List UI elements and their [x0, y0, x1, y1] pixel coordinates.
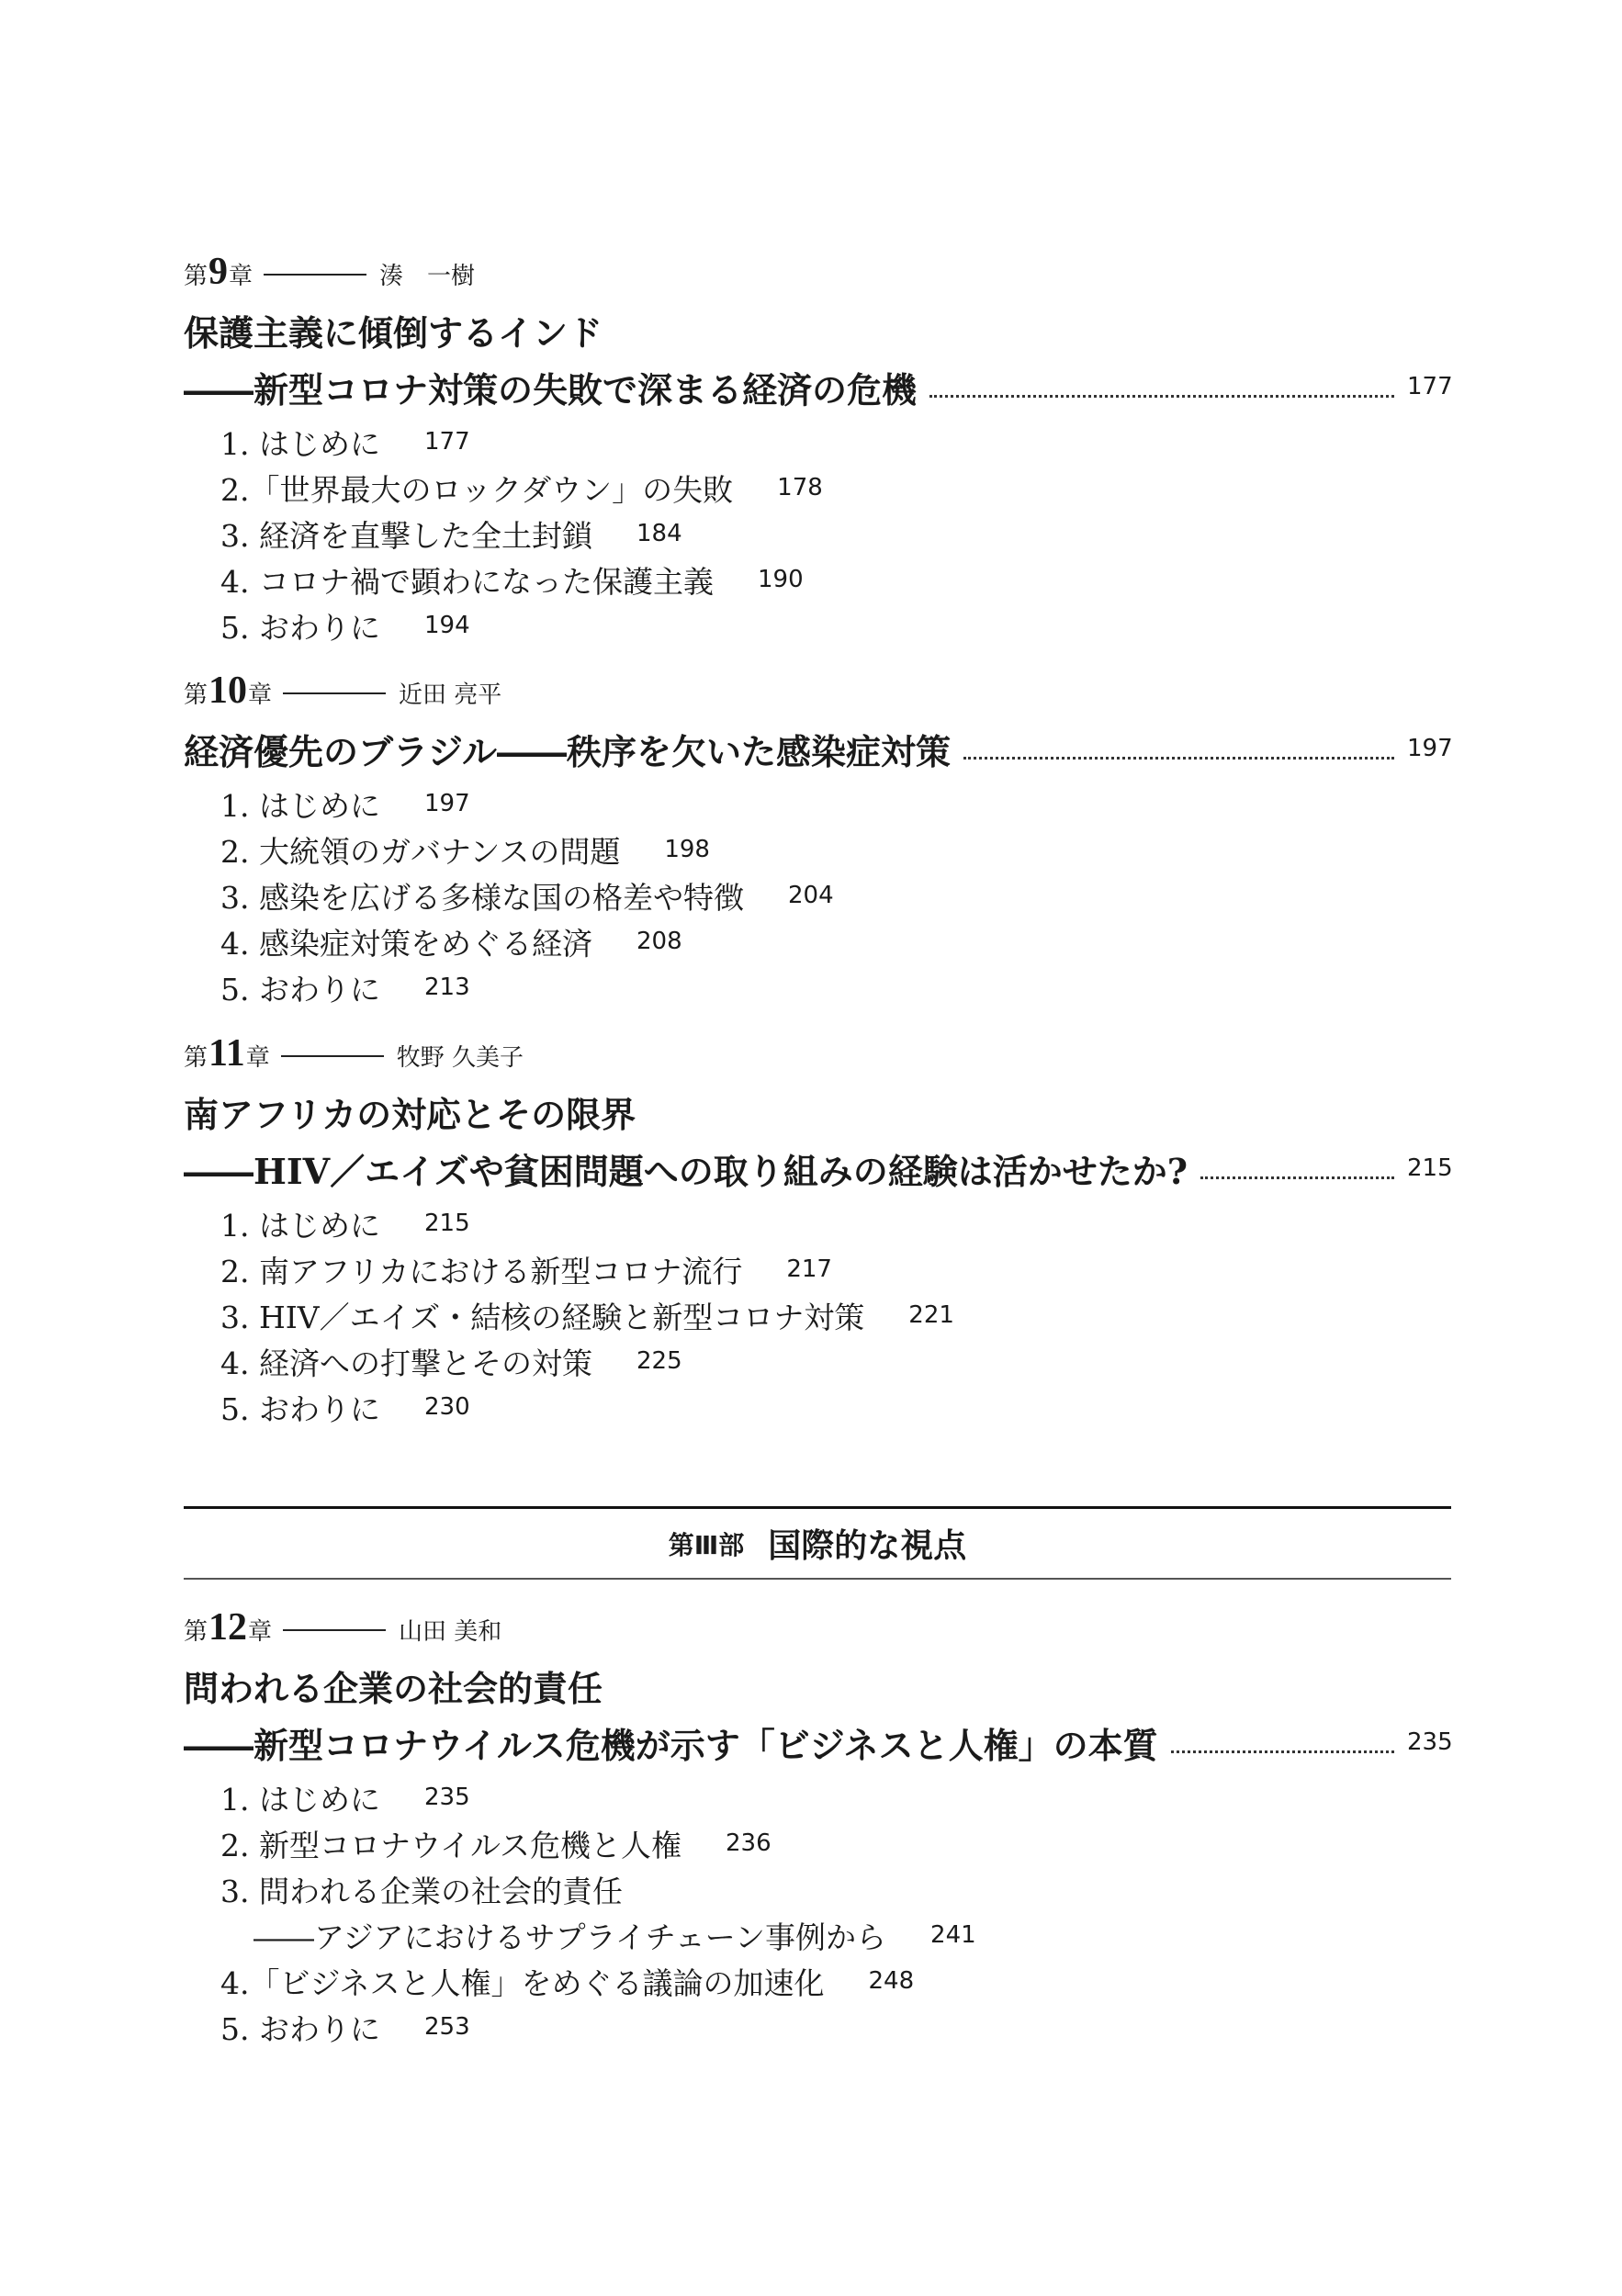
section-item: [220, 1384, 1451, 1430]
chapter-label: [184, 1031, 1451, 1083]
section-item: [220, 2004, 1451, 2050]
chapter-10: [184, 669, 1451, 1010]
chapter-suffix: 章: [248, 681, 273, 709]
chapter-title: [184, 1083, 1451, 1140]
section-item: [220, 827, 1451, 872]
section-page: 241: [930, 1921, 976, 1949]
section-list: [184, 1200, 1451, 1430]
chapter-title-text: 南アフリカの対応とその限界: [184, 1093, 636, 1135]
section-item: [220, 1292, 1451, 1338]
chapter-subtitle-text: ――新型コロナ対策の失敗で深まる経済の危機: [184, 368, 918, 411]
chapter-suffix: 章: [248, 1618, 273, 1646]
section-title: 3. 経済を直撃した全土封鎖: [220, 517, 592, 554]
section-title: 5. おわりに: [220, 971, 380, 1007]
section-page: 225: [636, 1347, 682, 1375]
section-list: [184, 1774, 1451, 2050]
dot-leader: [1200, 1176, 1394, 1179]
chapter-author: 山田 美和: [399, 1618, 502, 1646]
chapter-suffix: 章: [229, 263, 253, 290]
part-number: 第Ⅲ部: [668, 1529, 745, 1560]
section-page: 194: [423, 612, 470, 639]
section-title: 1. はじめに: [220, 1781, 380, 1818]
section-item: [220, 1774, 1451, 1820]
section-item: [220, 602, 1451, 648]
author-rule: [283, 1629, 386, 1631]
section-title: 2. 南アフリカにおける新型コロナ流行: [220, 1253, 743, 1289]
section-list: [184, 419, 1451, 648]
section-title: 4. 経済への打撃とその対策: [220, 1345, 592, 1381]
section-title: 4. 感染症対策をめぐる経済: [220, 925, 592, 962]
chapter-number: 12: [208, 1606, 248, 1649]
section-item: [220, 1200, 1451, 1246]
section-page: 190: [757, 566, 804, 593]
chapter-suffix: 章: [245, 1044, 270, 1072]
chapter-subtitle-text: ――新型コロナウイルス危機が示す「ビジネスと人権」の本質: [184, 1724, 1158, 1766]
section-item: [220, 781, 1451, 827]
section-list: [184, 781, 1451, 1010]
section-title: 1. はじめに: [220, 787, 380, 824]
chapter-prefix: 第: [184, 263, 208, 290]
section-item: [220, 1338, 1451, 1384]
section-title: 1. はじめに: [220, 1207, 380, 1244]
section-page: 204: [787, 882, 834, 909]
chapter-subtitle-text: ――HIV／エイズや貧困問題への取り組みの経験は活かせたか?: [184, 1150, 1188, 1192]
section-item: [220, 964, 1451, 1010]
chapter-label: [184, 250, 1451, 301]
section-subtitle: ――アジアにおけるサプライチェーン事例から: [253, 1919, 887, 1955]
chapter-11: [184, 1031, 1451, 1430]
section-page: 248: [868, 1967, 915, 1995]
chapter-prefix: 第: [184, 1044, 208, 1072]
chapter-title-text: 問われる企業の社会的責任: [184, 1667, 603, 1709]
section-item: [220, 557, 1451, 602]
chapter-label: [184, 1605, 1451, 1657]
chapter-subtitle: [184, 1714, 1451, 1771]
section-title: 2. 大統領のガバナンスの問題: [220, 833, 621, 870]
chapter-number: 10: [208, 670, 248, 712]
section-title: 3. 問われる企業の社会的責任: [220, 1873, 623, 1909]
chapter-title-text: 保護主義に傾倒するインド: [184, 311, 603, 354]
chapter-title-text: 経済優先のブラジル――秩序を欠いた感染症対策: [184, 730, 952, 772]
section-page: 197: [423, 790, 470, 817]
chapter-label: [184, 669, 1451, 720]
chapter-subtitle: [184, 1140, 1451, 1197]
section-title: 2. 新型コロナウイルス危機と人権: [220, 1827, 681, 1863]
chapter-page: 215: [1407, 1154, 1453, 1182]
section-page: 221: [908, 1301, 954, 1329]
chapter-prefix: 第: [184, 681, 208, 709]
chapter-12: [184, 1605, 1451, 2050]
section-item: [220, 419, 1451, 465]
chapter-author: 牧野 久美子: [396, 1044, 524, 1072]
section-page: 177: [423, 428, 470, 456]
author-rule: [283, 692, 386, 694]
section-page: 178: [777, 474, 823, 501]
section-title: 5. おわりに: [220, 2010, 380, 2047]
section-title: 5. おわりに: [220, 609, 380, 646]
chapter-page: 177: [1407, 373, 1453, 400]
section-item: [220, 872, 1451, 918]
section-page: 236: [726, 1829, 772, 1857]
section-title: 5. おわりに: [220, 1390, 380, 1427]
chapter-author: 近田 亮平: [399, 681, 502, 709]
section-page: 215: [423, 1210, 470, 1237]
chapter-title: [184, 1657, 1451, 1714]
section-title: 4.「ビジネスと人権」をめぐる議論の加速化: [220, 1964, 825, 2001]
section-page: 230: [423, 1393, 470, 1421]
author-rule: [281, 1055, 384, 1057]
section-page: 208: [636, 928, 682, 955]
dot-leader: [963, 757, 1394, 760]
chapter-9: [184, 250, 1451, 648]
section-page: 213: [423, 974, 470, 1001]
chapter-prefix: 第: [184, 1618, 208, 1646]
dot-leader: [1171, 1750, 1394, 1753]
section-page: 235: [423, 1784, 470, 1811]
chapter-subtitle: [184, 358, 1451, 415]
section-title: 4. コロナ禍で顕わになった保護主義: [220, 563, 714, 600]
author-rule: [264, 274, 366, 276]
chapter-author: 湊 一樹: [379, 263, 476, 290]
section-item: [220, 1246, 1451, 1292]
part-header: [184, 1506, 1451, 1580]
section-item: [220, 918, 1451, 964]
dot-leader: [929, 395, 1394, 398]
chapter-page: 197: [1407, 735, 1453, 762]
section-page: 253: [423, 2013, 470, 2041]
section-item: [220, 1820, 1451, 1866]
section-page: 217: [786, 1255, 832, 1283]
section-title: 3. 感染を広げる多様な国の格差や特徴: [220, 879, 744, 916]
part-title: 国際的な視点: [768, 1526, 967, 1565]
section-title: 1. はじめに: [220, 425, 380, 462]
section-item: [220, 1866, 1451, 1958]
chapter-number: 11: [208, 1032, 245, 1075]
section-title: 2.「世界最大のロックダウン」の失敗: [220, 471, 734, 508]
section-item: [220, 1958, 1451, 2004]
section-page: 198: [664, 836, 710, 863]
chapter-number: 9: [208, 251, 229, 293]
chapter-page: 235: [1407, 1728, 1453, 1756]
section-item: [220, 511, 1451, 557]
chapter-title: [184, 301, 1451, 358]
section-item: [220, 465, 1451, 511]
section-subline: [220, 1912, 976, 1958]
section-page: 184: [636, 520, 682, 547]
section-title: 3. HIV／エイズ・結核の経験と新型コロナ対策: [220, 1299, 865, 1335]
chapter-title: [184, 720, 1451, 777]
